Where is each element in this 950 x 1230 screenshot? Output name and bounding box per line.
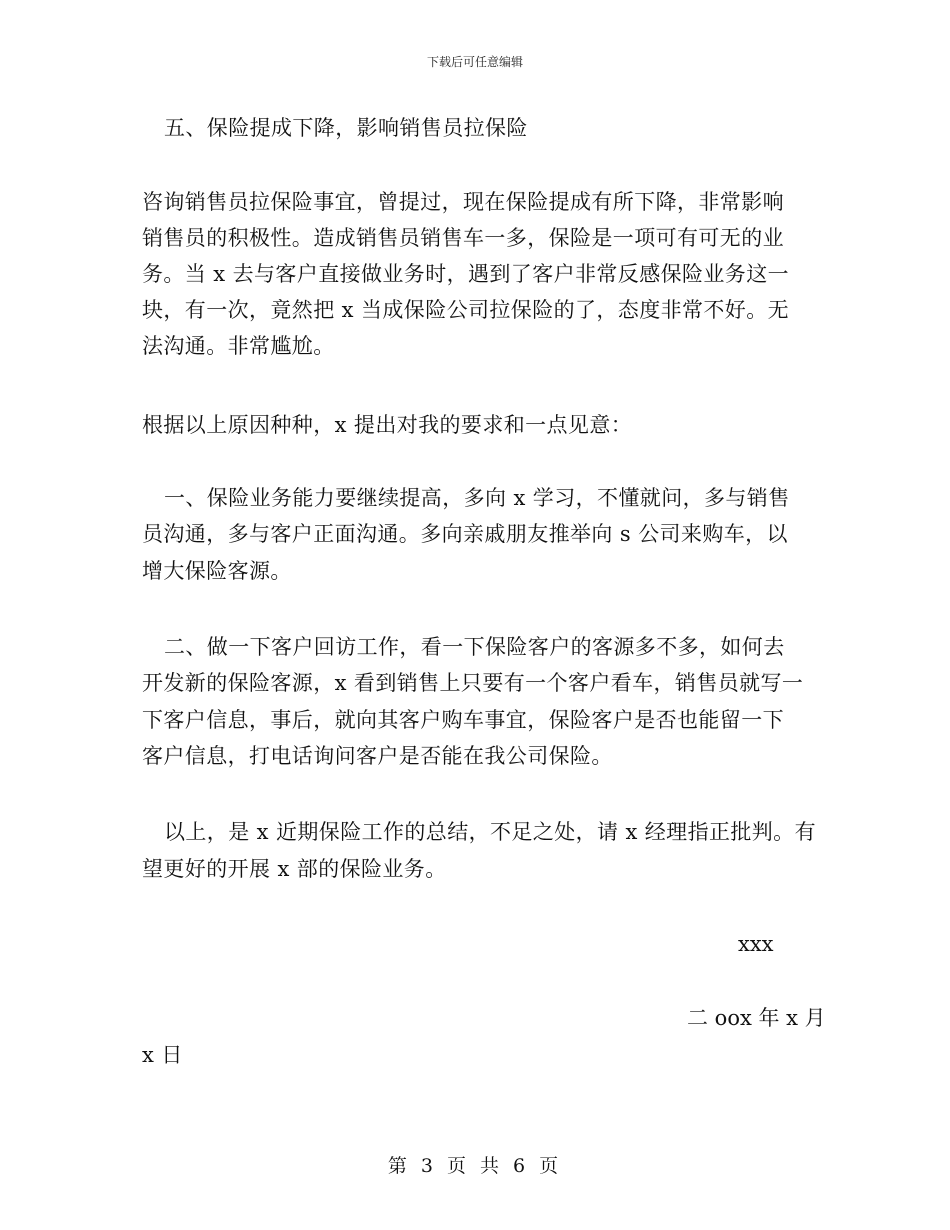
paragraph-line: 望更好的开展 x 部的保险业务。 <box>142 857 447 881</box>
paragraph-line: 二、做一下客户回访工作，看一下保险客户的客源多不多，如何去 <box>164 635 785 659</box>
paragraph-line: 下客户信息，事后，就向其客户购车事宜，保险客户是否也能留一下 <box>142 708 784 732</box>
signature: xxx <box>738 932 774 956</box>
paragraph-line: 咨询销售员拉保险事宜，曾提过，现在保险提成有所下降，非常影响 <box>142 190 784 214</box>
paragraph-line: 增大保险客源。 <box>142 559 292 583</box>
paragraph-line: 一、保险业务能力要继续提高，多向 x 学习，不懂就问，多与销售 <box>164 486 790 510</box>
date-line: 二 oox 年 x 月 <box>687 1006 826 1030</box>
paragraph-line: 以上，是 x 近期保险工作的总结，不足之处，请 x 经理指正批判。有 <box>164 820 816 844</box>
paragraph-line: 客户信息，打电话询问客户是否能在我公司保险。 <box>142 744 613 768</box>
paragraph-line: 根据以上原因种种，x 提出对我的要求和一点见意： <box>142 413 633 437</box>
page-number: 第 3 页 共 6 页 <box>387 1155 563 1177</box>
section-heading: 五、保险提成下降，影响销售员拉保险 <box>164 116 528 140</box>
page-header: 下载后可任意编辑 <box>426 55 523 69</box>
paragraph-line: 务。当 x 去与客户直接做业务时，遇到了客户非常反感保险业务这一 <box>142 262 789 286</box>
date-line-continued: x 日 <box>142 1043 183 1067</box>
paragraph-line: 员沟通，多与客户正面沟通。多向亲戚朋友推举向 s 公司来购车，以 <box>142 522 788 546</box>
paragraph-line: 法沟通。非常尴尬。 <box>142 334 335 358</box>
paragraph-line: 块，有一次，竟然把 x 当成保险公司拉保险的了，态度非常不好。无 <box>142 298 789 322</box>
paragraph-line: 开发新的保险客源，x 看到销售上只要有一个客户看车，销售员就写一 <box>142 671 804 695</box>
paragraph-line: 销售员的积极性。造成销售员销售车一多，保险是一项可有可无的业 <box>142 226 784 250</box>
